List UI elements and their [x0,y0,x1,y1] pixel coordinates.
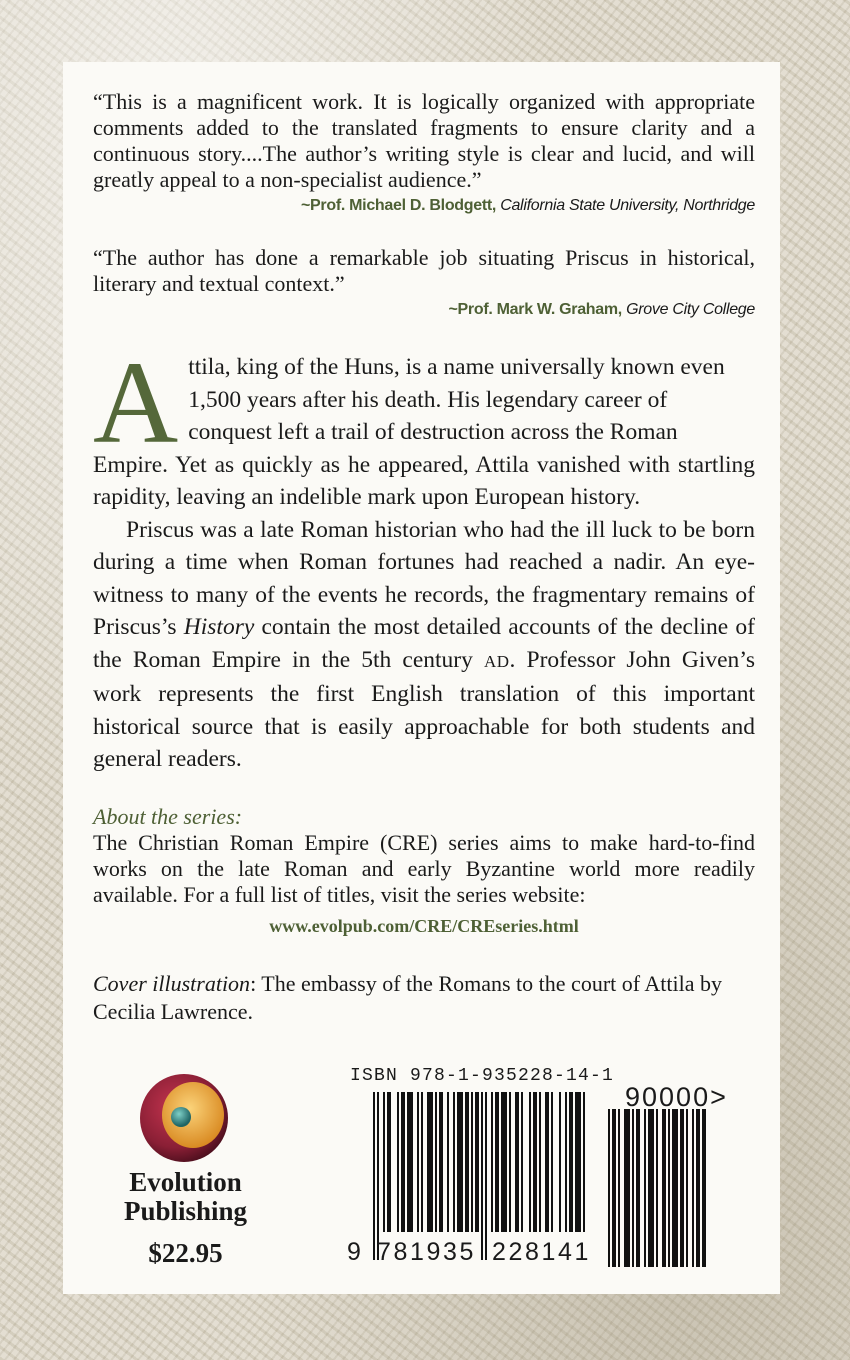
barcode-digits-left: 781935 [377,1238,477,1266]
barcode-bar [696,1109,700,1267]
barcode-digit-first: 9 [347,1238,364,1266]
publisher-line-2: Publishing [123,1196,248,1226]
barcode-bar [680,1109,684,1267]
back-cover-panel [63,62,780,1294]
barcode-bar [509,1092,511,1232]
barcode-bar [491,1092,493,1232]
barcode-bar [656,1109,658,1267]
book-title: History [183,614,255,640]
price: $22.95 [148,1238,223,1268]
barcode-bar [648,1109,654,1267]
barcode-bar [702,1109,706,1267]
barcode-bar [608,1109,610,1267]
reviewer-name-2: ~Prof. Mark W. Graham, [448,301,622,318]
barcode-bar [401,1092,405,1232]
barcode-bar [545,1092,549,1232]
barcode-addon [608,1109,733,1267]
era-label: AD [483,651,510,671]
barcode-bar [559,1092,561,1232]
barcode-bar [407,1092,413,1232]
barcode-bar [427,1092,433,1232]
series-url[interactable]: www.evolpub.com/CRE/CREseries.html [269,915,579,936]
cover-illustration [93,970,755,1026]
barcode-bar [521,1092,523,1232]
barcode-bar [569,1092,573,1232]
p2-text-c: . Professor John Given’s work represents the first English translation of this important historical source that is easily approachable for both students and general readers. [93,646,755,772]
barcode-bar [644,1109,646,1267]
barcode-bar [465,1092,469,1232]
barcode-bar [377,1092,379,1260]
barcode-bar [636,1109,640,1267]
barcode-bar [485,1092,487,1260]
barcode-bar [515,1092,519,1232]
publisher-logo-icon [138,1072,230,1164]
barcode-bar [612,1109,616,1267]
barcode-bar [421,1092,423,1232]
barcode-bar [575,1092,581,1232]
barcode-bar [672,1109,678,1267]
barcode-bar [373,1092,375,1260]
review-attribution-1 [93,195,755,217]
barcode-bar [447,1092,449,1232]
barcode-bar [668,1109,670,1267]
barcode-bar [387,1092,391,1232]
reviewer-name-1: ~Prof. Michael D. Blodgett, [301,197,497,214]
publisher-name [103,1168,268,1226]
cover-text: : The embassy of the Romans to the court of Attila by Cecilia Lawrence. [93,970,722,1024]
barcode-bar [662,1109,666,1267]
barcode-bar [435,1092,437,1232]
p1-rest: Empire. Yet as quickly as he appeared, Attila vanished with startling rapidity, leaving an indelible mark upon European history. [93,451,755,510]
barcode-bar [453,1092,455,1232]
barcode-bar [692,1109,694,1267]
cover-label: Cover illustration [93,970,251,996]
series-text: The Christian Roman Empire (CRE) series aims to make hard-to-find works on the late Roman and early Byzantine world more readily available. For a full list of titles, visit the series website: [93,829,755,907]
barcode-bar [457,1092,463,1232]
series-heading: About the series: [93,803,243,829]
barcode-bar [618,1109,620,1267]
barcode-main [373,1092,603,1260]
publisher-line-1: Evolution [129,1167,242,1197]
barcode-bar [471,1092,473,1232]
barcode-addon-digits: 90000> [625,1082,728,1112]
reviewer-affiliation-1: California State University, Northridge [496,197,755,214]
content [93,89,755,1026]
p1-line-1: ttila, king of the Huns, is a name universally known even [188,354,725,380]
review-quote-1: “This is a magnificent work. It is logically organized with appropriate comments added to the translated fragments to ensure clarity and a continuous story....The author’s writing style is clear and lucid, and will greatly appeal to a non-specialist audience.” [93,89,755,192]
description-paragraph-2 [93,514,755,776]
barcode-bar [383,1092,385,1232]
description-paragraph-1 [93,337,755,514]
barcode-bar [551,1092,553,1232]
barcode-bar [565,1092,567,1232]
review-attribution-2 [93,299,755,321]
barcode-bar [529,1092,531,1232]
barcode-bar [583,1092,585,1232]
drop-cap: A [93,337,179,468]
barcode-digits-right: 228141 [492,1238,592,1266]
p2-text-b: contain the most detailed accounts of the decline of the Roman Empire in the 5th century [93,614,755,673]
barcode-bar [624,1109,630,1267]
p1-line-2: 1,500 years after his death. His legendary career of [188,386,668,413]
barcode-bar [397,1092,399,1232]
barcode-bar [481,1092,483,1260]
review-quote-2: “The author has done a remarkable job situating Priscus in historical, literary and textual context.” [93,245,755,296]
barcode-bar [475,1092,479,1232]
barcode-bar [439,1092,443,1232]
p2-text-a: Priscus was a late Roman historian who had the ill luck to be born during a time when Roman fortunes had reached a nadir. An eye-witness to many of the events he records, the fragmentary remains of Priscus’s [93,516,755,640]
barcode-bar [686,1109,688,1267]
reviewer-affiliation-2: Grove City College [621,301,755,318]
p1-line-3: conquest left a trail of destruction across the Roman [188,419,678,445]
barcode-bar [417,1092,419,1232]
barcode-bar [539,1092,541,1232]
isbn-label: ISBN 978-1-935228-14-1 [350,1066,615,1086]
barcode-bar [495,1092,499,1232]
barcode-bar [501,1092,507,1232]
barcode-bar [632,1109,634,1267]
barcode-bar [533,1092,537,1232]
